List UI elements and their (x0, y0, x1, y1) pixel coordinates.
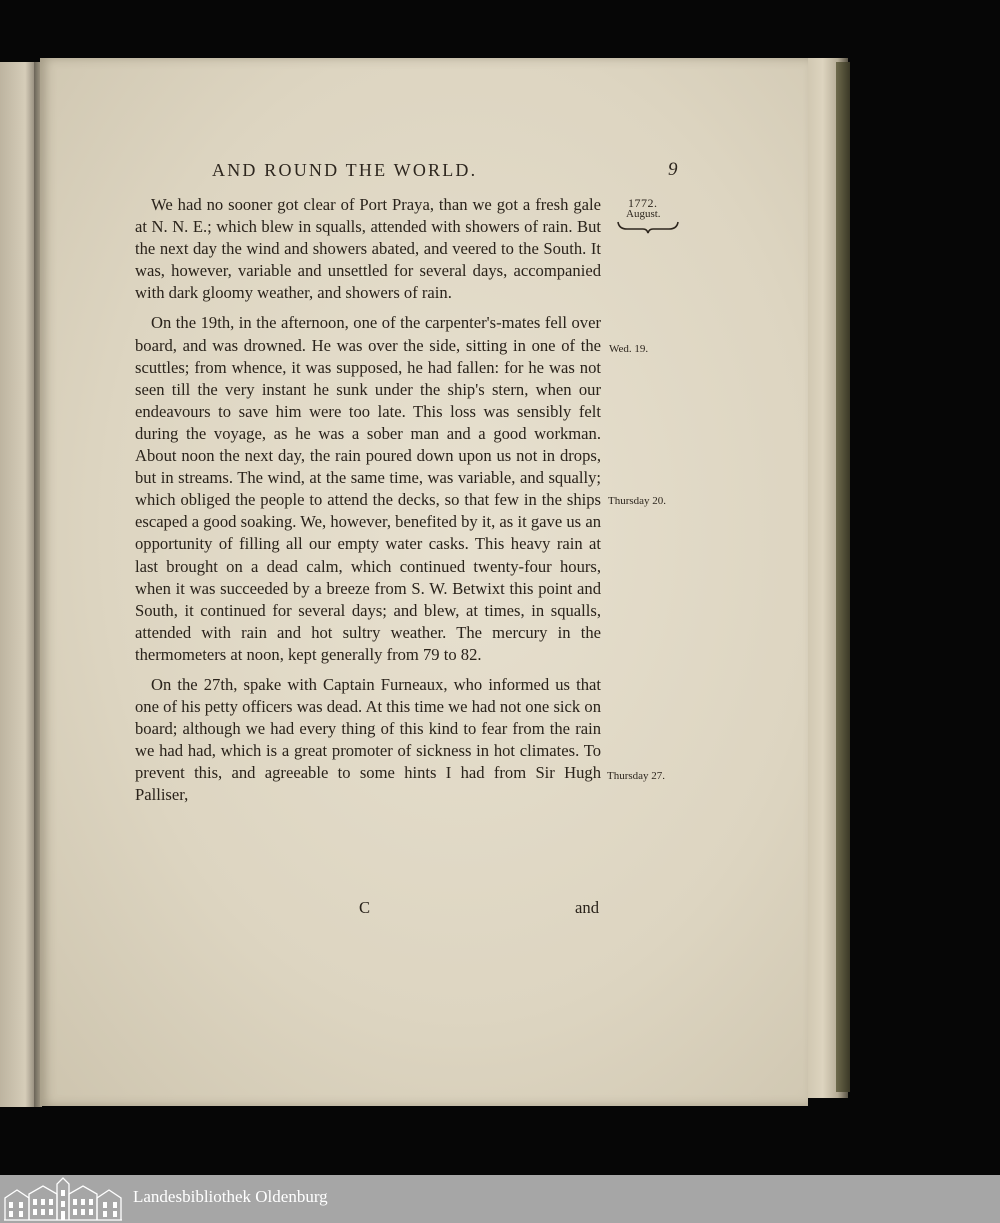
paragraph: On the 19th, in the afternoon, one of the carpenter's-mates fell over board, and was drowned. He was over the side, sitting in one of the scuttles; from whence, it was supposed, he had fallen: for he was not seen till the very instant he sunk under the ship's stern, when our endeavours to save him were too late. This loss was sensibly felt during the voyage, as he was a sober man and a good workman. About noon the next day, the rain poured down upon us not in drops, but in streams. The wind, at the same time, was variable, and squally; which obliged the people to attend the decks, so that few in the ships escaped a good soaking. We, however, benefited by it, as it gave us an opportunity of filling all our empty water casks. This heavy rain at last brought on a dead calm, which continued twenty-four hours, when it was succeeded by a breeze from S. W. Betwixt this point and South, it continued for several days; and blew, at times, in squalls, attended with rain and hot sultry weather. The mercury in the thermometers at noon, kept generally from 79 to 82. (135, 313, 601, 664)
running-head: AND ROUND THE WORLD. (212, 160, 478, 180)
paragraph: We had no sooner got clear of Port Praya, than we got a fresh gale at N. N. E.; which blew in squalls, attended with showers of rain. But the next day the wind and showers abated, and veered to the South. It was, however, variable and unsettled for several days, accompanied with dark gloomy weather, and showers of rain. (135, 195, 601, 303)
margin-note-thursday-27: Thursday 27. (607, 770, 666, 782)
library-building-icon (3, 1176, 123, 1222)
book-cover-edge (836, 62, 850, 1092)
margin-note-thursday-20: Thursday 20. (608, 495, 667, 507)
margin-note-year: 1772. (628, 196, 658, 210)
library-name: Landesbibliothek Oldenburg (133, 1187, 328, 1206)
margin-brace-icon (617, 220, 679, 234)
signature-mark: C (359, 898, 371, 917)
paragraph: On the 27th, spake with Captain Furneaux, who informed us that one of his petty officers was dead. At this time we had not one sick on board; although we had every thing of this kind to fear from the rain we had had, which is a great promoter of sickness in hot climates. To prevent this, and agreeable to some hints I had from Sir Hugh Palliser, (135, 674, 601, 805)
margin-note-month: August. (626, 208, 661, 220)
catchword: and (575, 898, 599, 917)
facing-page-edge (0, 62, 36, 1107)
body-text (135, 194, 601, 807)
margin-note-wed-19: Wed. 19. (609, 343, 649, 355)
page-number: 9 (668, 159, 678, 180)
